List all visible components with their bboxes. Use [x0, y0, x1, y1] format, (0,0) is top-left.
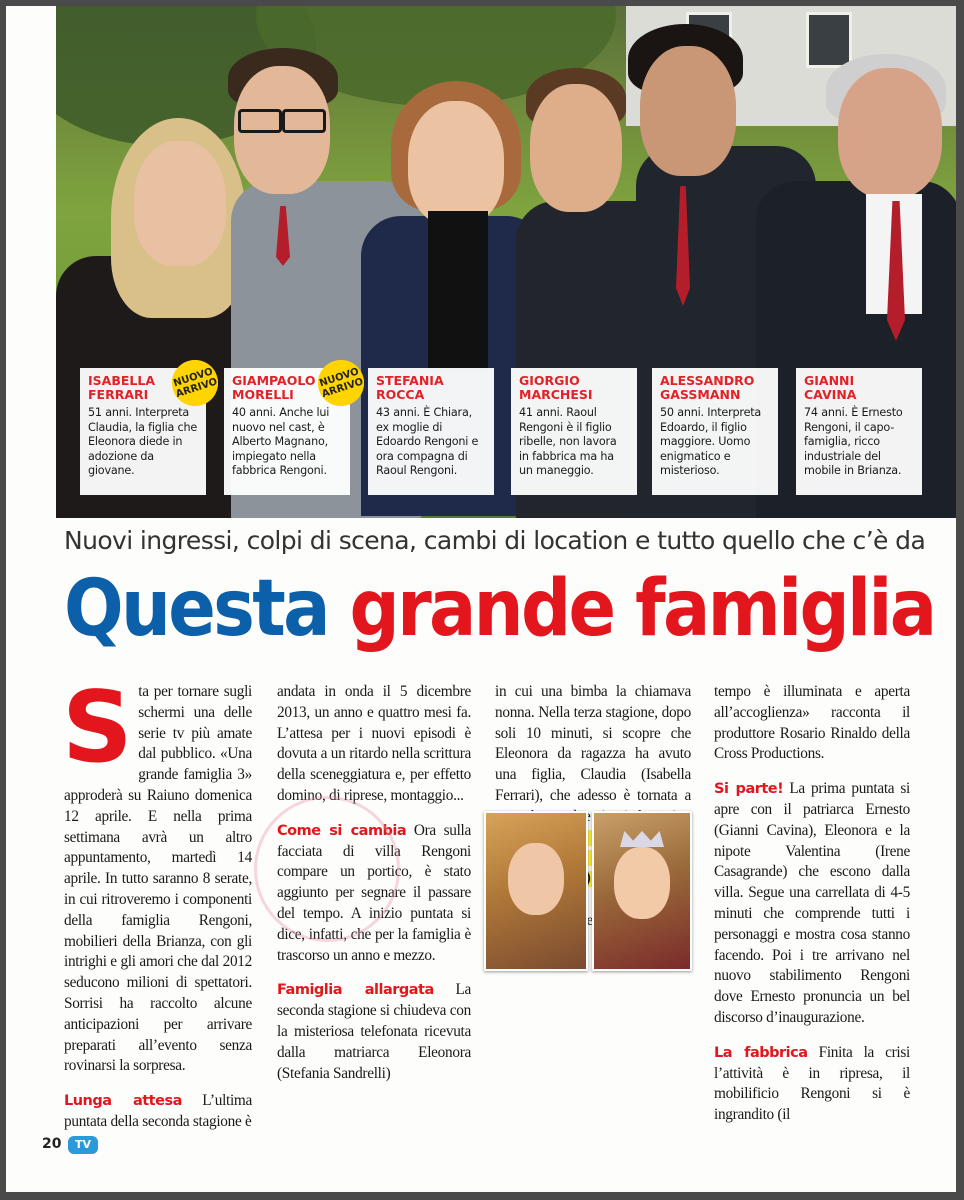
page-number: 20	[42, 1136, 62, 1152]
cast-name: ALESSANDRO GASSMANN	[660, 373, 755, 402]
watermark-stamp	[254, 796, 400, 942]
drop-cap: S	[62, 671, 133, 785]
inset-photo-irene	[484, 811, 588, 971]
cast-name: GIAMPAOLO MORELLI	[232, 373, 316, 402]
subheading: La fabbrica	[714, 1044, 808, 1061]
cast-card-giorgio	[511, 368, 637, 495]
subheading: Come si cambia	[277, 822, 407, 839]
paragraph: Ora sulla facciata di villa Rengoni compare un portico, è stato aggiunto per segnare il passare del tempo. A inizio puntata si dice, infatti, che per la famiglia è trascorso un anno e mezzo.	[277, 821, 471, 964]
paragraph: tempo è illuminata e aperta all’accoglienza» racconta il produttore Rosario Rinaldo della Cross Productions.	[714, 683, 910, 763]
paragraph: Finita la crisi l’attività è in ripresa, il mobilificio Rengoni si è ingrandito (il	[714, 1043, 910, 1124]
subheading: Si parte!	[714, 781, 784, 798]
title-part-blue: Questa	[64, 564, 328, 654]
headline-kicker: Nuovi ingressi, colpi di scena, cambi di location e tutto quello che c’è da	[64, 526, 926, 555]
cast-description: 43 anni. È Chiara, ex moglie di Edoardo Rengoni e ora compagna di Raoul Rengoni.	[376, 406, 479, 477]
cast-card-stefania	[368, 368, 494, 495]
article-column-1	[62, 671, 253, 1133]
subheading: Lunga attesa	[64, 1093, 182, 1110]
article-column-4	[714, 682, 910, 1126]
paragraph: La seconda stagione si chiudeva con la misteriosa telefonata ricevuta dalla matriarca Eleonora (Stefania Sandrelli)	[277, 981, 471, 1082]
paragraph: L’ultima puntata della seconda stagione è	[64, 1092, 253, 1130]
cast-description: 74 anni. È Ernesto Rengoni, il capo-famiglia, ricco industriale del mobile in Brianza.	[804, 406, 903, 477]
cast-name: GIANNI CAVINA	[804, 373, 857, 402]
cast-description: 51 anni. Interpreta Claudia, la figlia che Eleonora diede in adozione da giovane.	[88, 406, 198, 477]
paragraph: ta per tornare sugli schermi una delle serie tv più amate dal pubblico. «Una grande famiglia 3» approderà su Raiuno domenica 12 aprile. E nella prima settimana avrà un altro appuntamento, martedì 14 aprile. In tutto saranno 8 serate, in cui ritroveremo i componenti della famiglia Rengoni, mobilieri della Brianza, con gli intrighi e gli amori che dal 2012 seducono milioni di spettatori. Sorrisi ha raccolto alcune anticipazioni per arrivare preparati all’evento senza rovinarsi la sorpresa.	[64, 683, 252, 1075]
paragraph: andata in onda il 5 dicembre 2013, un anno e quattro mesi fa. L’attesa per i nuovi episodi è dovuta a un ritardo nella scrittura della sceneggiatura e, per effetto domino, di riprese, montaggio...	[277, 683, 471, 804]
cast-description: 50 anni. Interpreta Edoardo, il figlio maggiore. Uomo enigmatico e misterioso.	[660, 406, 762, 477]
cast-name: STEFANIA ROCCA	[376, 373, 444, 402]
cast-name: GIORGIO MARCHESI	[519, 373, 593, 402]
nuovo-arrivo-badge: NUOVO ARRIVO	[312, 354, 370, 412]
cast-card-alessandro	[652, 368, 778, 495]
title-part-red: grande famiglia	[349, 564, 935, 654]
inset-photo-elena	[592, 811, 692, 971]
subheading: Famiglia allargata	[277, 982, 434, 999]
headline-title	[64, 564, 934, 654]
cast-description: 40 anni. Anche lui nuovo nel cast, è Alberto Magnano, impiegato nella fabbrica Rengoni.	[232, 406, 330, 477]
cast-name: ISABELLA FERRARI	[88, 373, 155, 402]
cast-card-gianni	[796, 368, 922, 495]
nuovo-arrivo-badge: NUOVO ARRIVO	[166, 354, 224, 412]
tv-logo: TV	[68, 1136, 98, 1154]
paragraph: La prima puntata si apre con il patriarca Ernesto (Gianni Cavina), Eleonora e la nipote Valentina (Irene Casagrande) che escono dalla villa. Segue una carrellata di 4-5 minuti che comprende tutti i personaggi e mostra cosa stanno facendo. Poi i tre arrivano nel nuovo stabilimento Rengoni dove Ernesto pronuncia un bel discorso d’inaugurazione.	[714, 780, 910, 1026]
cast-description: 41 anni. Raoul Rengoni è il figlio ribelle, non lavora in fabbrica ma ha un maneggio.	[519, 406, 617, 477]
magazine-page	[6, 6, 956, 1192]
paragraph: in cui una bimba la chiamava nonna. Nella terza stagione, dopo soli 10 minuti, si scopre che Eleonora da ragazza ha avuto una figlia, Claudia (Isabella Ferrari), che adesso è tornata a	[495, 683, 691, 804]
